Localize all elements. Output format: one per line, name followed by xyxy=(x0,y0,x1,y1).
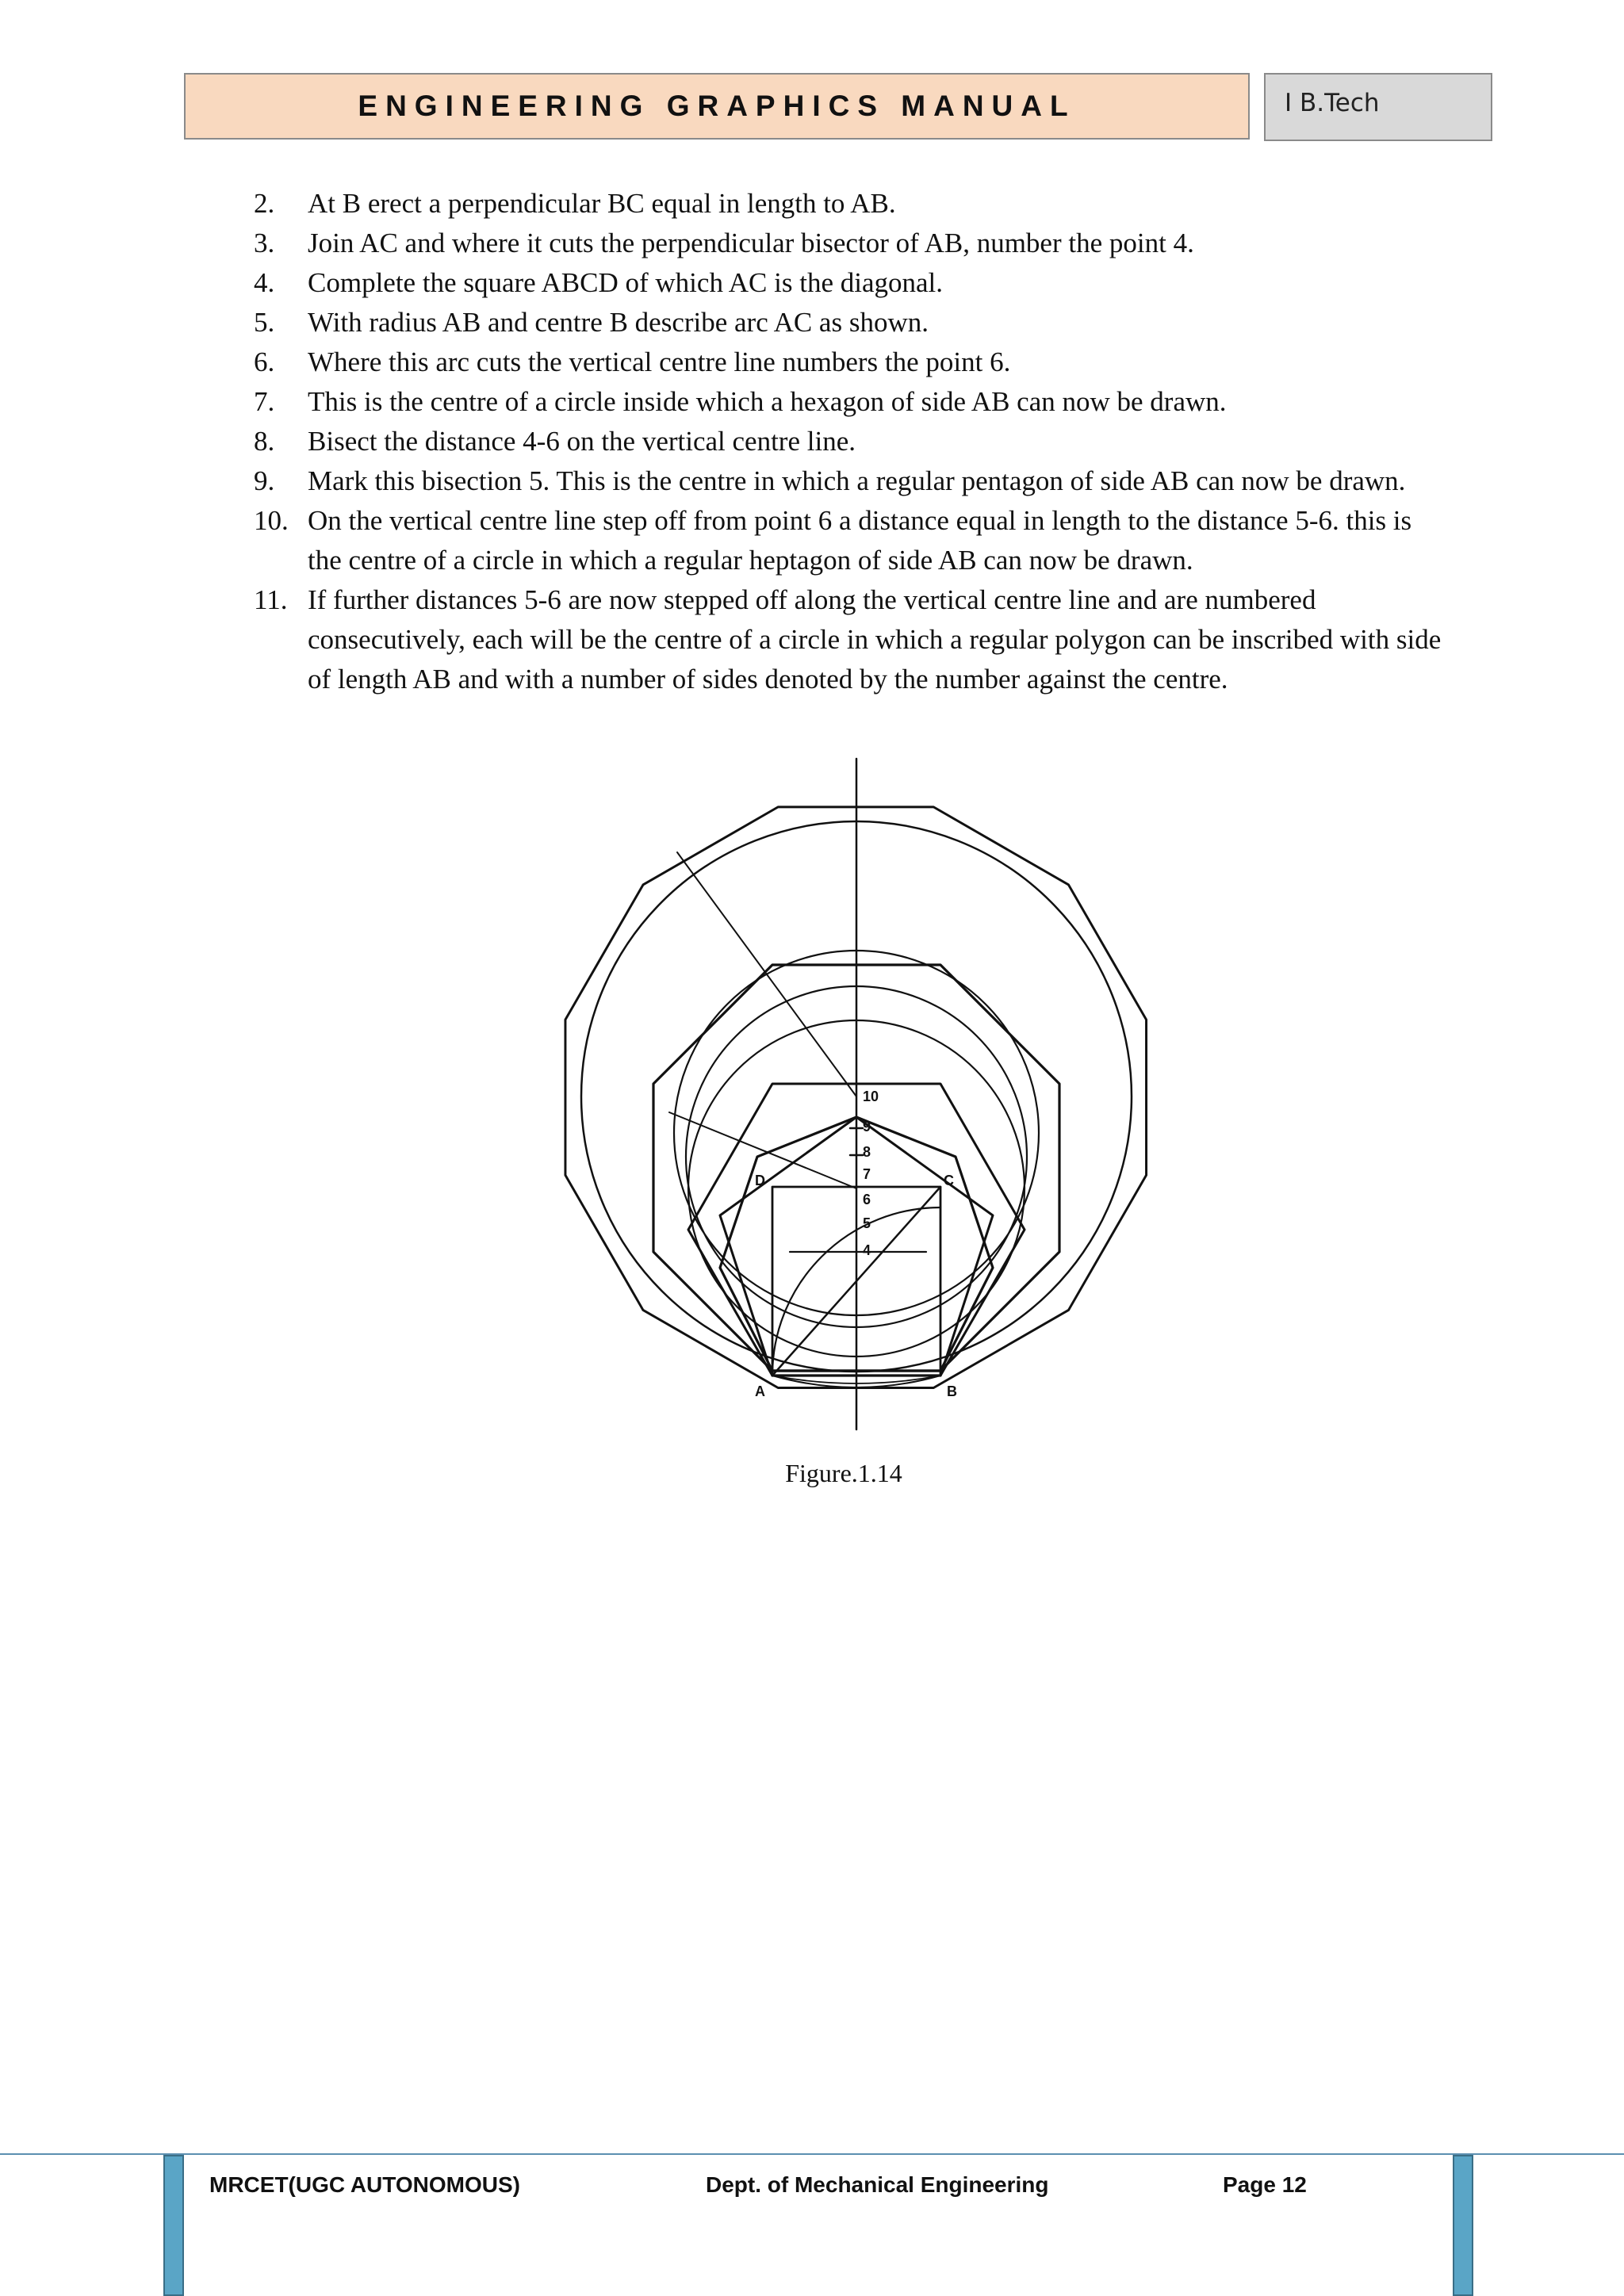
step-item xyxy=(254,303,1443,342)
label-point-5: 5 xyxy=(863,1215,871,1231)
label-point-7: 7 xyxy=(863,1166,871,1182)
label-point-10: 10 xyxy=(863,1089,879,1104)
step-item xyxy=(254,342,1443,382)
figure-caption: Figure.1.14 xyxy=(785,1459,902,1487)
step-item xyxy=(254,461,1443,501)
step-text: Mark this bisection 5. This is the centre in which a regular pentagon of side AB can now be drawn. xyxy=(308,465,1406,496)
step-number: 5. xyxy=(254,307,275,338)
step-number: 6. xyxy=(254,346,275,377)
footer-institution: MRCET(UGC AUTONOMOUS) xyxy=(209,2172,520,2197)
footer-page-number: Page 12 xyxy=(1223,2172,1307,2197)
step-text: Join AC and where it cuts the perpendicular bisector of AB, number the point 4. xyxy=(308,228,1194,258)
label-point-d: D xyxy=(755,1173,765,1188)
step-number: 10. xyxy=(254,505,289,536)
step-text: With radius AB and centre B describe arc AC as shown. xyxy=(308,307,929,338)
construction-steps xyxy=(254,184,1443,699)
step-text: This is the centre of a circle inside which a hexagon of side AB can now be drawn. xyxy=(308,386,1227,417)
label-point-4: 4 xyxy=(863,1242,871,1258)
label-point-a: A xyxy=(755,1383,765,1399)
footer-right-bar xyxy=(1453,2155,1473,2296)
header-title: ENGINEERING GRAPHICS MANUAL xyxy=(184,73,1250,140)
step-number: 11. xyxy=(254,584,288,615)
step-number: 3. xyxy=(254,228,275,258)
step-text: On the vertical centre line step off from point 6 a distance equal in length to the distance 5-6. this is the centre of a circle in which a regular heptagon of side AB can now be drawn. xyxy=(308,505,1412,576)
step-text: Where this arc cuts the vertical centre line numbers the point 6. xyxy=(308,346,1011,377)
polygon-construction-drawing xyxy=(555,757,1158,1431)
step-text: Complete the square ABCD of which AC is the diagonal. xyxy=(308,267,944,298)
step-item xyxy=(254,184,1443,224)
step-text: If further distances 5-6 are now stepped off along the vertical centre line and are numbered consecutively, each will be the centre of a circle in which a regular polygon can be inscribed with side of length AB and with a number of sides denoted by the number against the centre. xyxy=(308,584,1442,695)
step-number: 9. xyxy=(254,465,275,496)
label-point-6: 6 xyxy=(863,1192,871,1207)
footer-left-bar xyxy=(163,2155,184,2296)
step-number: 4. xyxy=(254,267,275,298)
label-point-8: 8 xyxy=(863,1144,871,1160)
step-text: At B erect a perpendicular BC equal in length to AB. xyxy=(308,188,896,219)
step-item xyxy=(254,501,1443,580)
step-text: Bisect the distance 4-6 on the vertical centre line. xyxy=(308,426,856,457)
step-item xyxy=(254,580,1443,699)
step-number: 2. xyxy=(254,188,275,219)
radius-line xyxy=(677,852,856,1096)
step-item xyxy=(254,422,1443,461)
footer-rule xyxy=(0,2153,1624,2155)
step-item xyxy=(254,224,1443,263)
step-number: 7. xyxy=(254,386,275,417)
step-item xyxy=(254,382,1443,422)
polygon-construction-figure xyxy=(555,757,1158,1431)
header-course-tag: I B.Tech xyxy=(1264,73,1492,141)
label-point-c: C xyxy=(944,1173,954,1188)
step-item xyxy=(254,263,1443,303)
label-point-9: 9 xyxy=(863,1119,871,1135)
footer-department: Dept. of Mechanical Engineering xyxy=(706,2172,1049,2197)
step-number: 8. xyxy=(254,426,275,457)
label-point-b: B xyxy=(947,1383,957,1399)
